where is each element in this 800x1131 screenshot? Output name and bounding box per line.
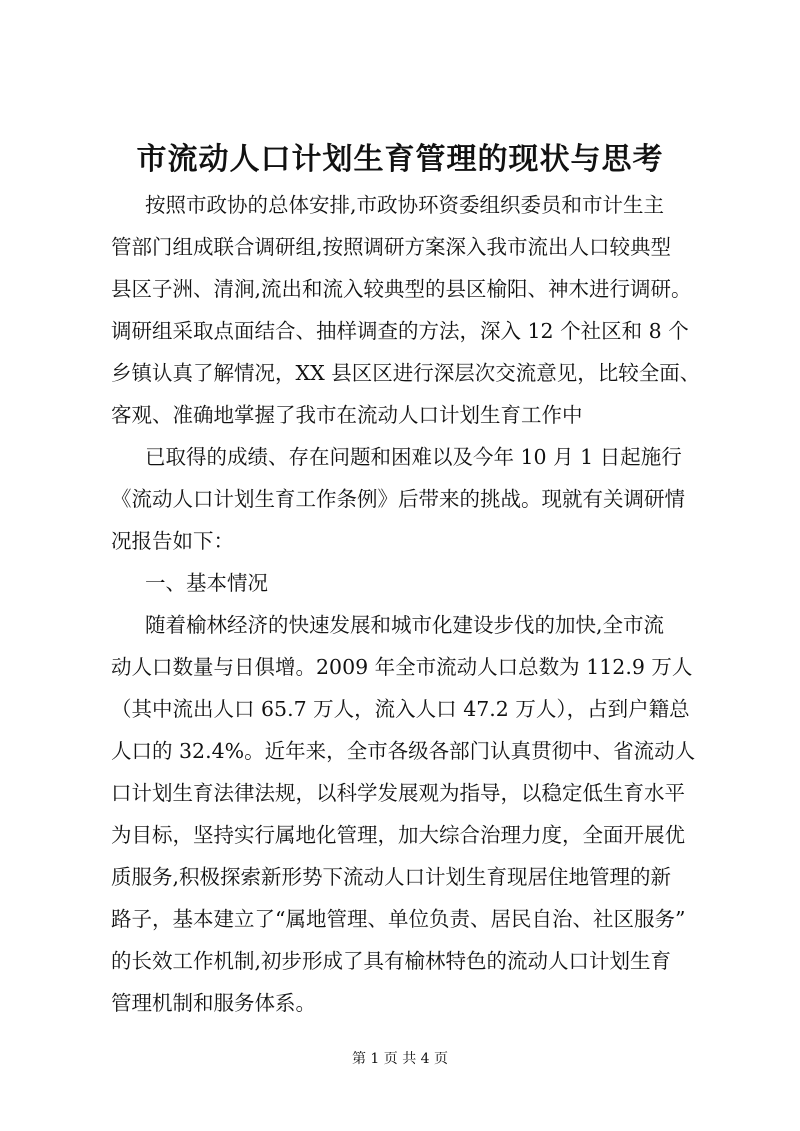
- paragraph-line: 口计划生育法律法规，以科学发展观为指导，以稳定低生育水平: [111, 781, 685, 805]
- paragraph-line: 管理机制和服务体系。: [111, 991, 316, 1015]
- paragraph-line: 管部门组成联合调研组,按照调研方案深入我市流出人口较典型: [111, 235, 672, 259]
- document-body: [111, 184, 717, 1024]
- paragraph-line: 的长效工作机制,初步形成了具有榆林特色的流动人口计划生育: [111, 949, 672, 973]
- paragraph-line: 人口的 32.4%。近年来，全市各级各部门认真贯彻中、省流动人: [111, 739, 696, 763]
- paragraph-line: 客观、准确地掌握了我市在流动人口计划生育工作中: [111, 403, 583, 427]
- paragraph-line: 已取得的成绩、存在问题和困难以及今年 10 月 1 日起施行: [145, 445, 682, 469]
- paragraph-line: 《流动人口计划生育工作条例》后带来的挑战。现就有关调研情: [111, 487, 685, 511]
- paragraph-line: 况报告如下：: [111, 529, 234, 553]
- paragraph-line: 质服务,积极探索新形势下流动人口计划生育现居住地管理的新: [111, 865, 672, 889]
- paragraph-line: （其中流出人口 65.7 万人，流入人口 47.2 万人），占到户籍总: [111, 697, 690, 721]
- paragraph-line: 调研组采取点面结合、抽样调查的方法，深入 12 个社区和 8 个: [111, 319, 689, 343]
- document-title: 市流动人口计划生育管理的现状与思考: [136, 142, 664, 177]
- paragraph-line: 乡镇认真了解情况，XX 县区区进行深层次交流意见，比较全面、: [111, 361, 701, 385]
- paragraph-line: 随着榆林经济的快速发展和城市化建设步伐的加快,全市流: [145, 613, 665, 637]
- paragraph-line: 县区子洲、清涧,流出和流入较典型的县区榆阳、神木进行调研。: [111, 277, 692, 301]
- section-heading: 一、基本情况: [145, 571, 268, 595]
- paragraph-line: 动人口数量与日俱增。2009 年全市流动人口总数为 112.9 万人: [111, 655, 693, 679]
- paragraph-line: 为目标，坚持实行属地化管理，加大综合治理力度，全面开展优: [111, 823, 685, 847]
- paragraph-line: 按照市政协的总体安排,市政协环资委组织委员和市计生主: [145, 193, 665, 217]
- page-number: 第 1 页 共 4 页: [351, 1051, 449, 1067]
- paragraph-line: 路子，基本建立了“属地管理、单位负责、居民自治、社区服务”: [111, 907, 686, 931]
